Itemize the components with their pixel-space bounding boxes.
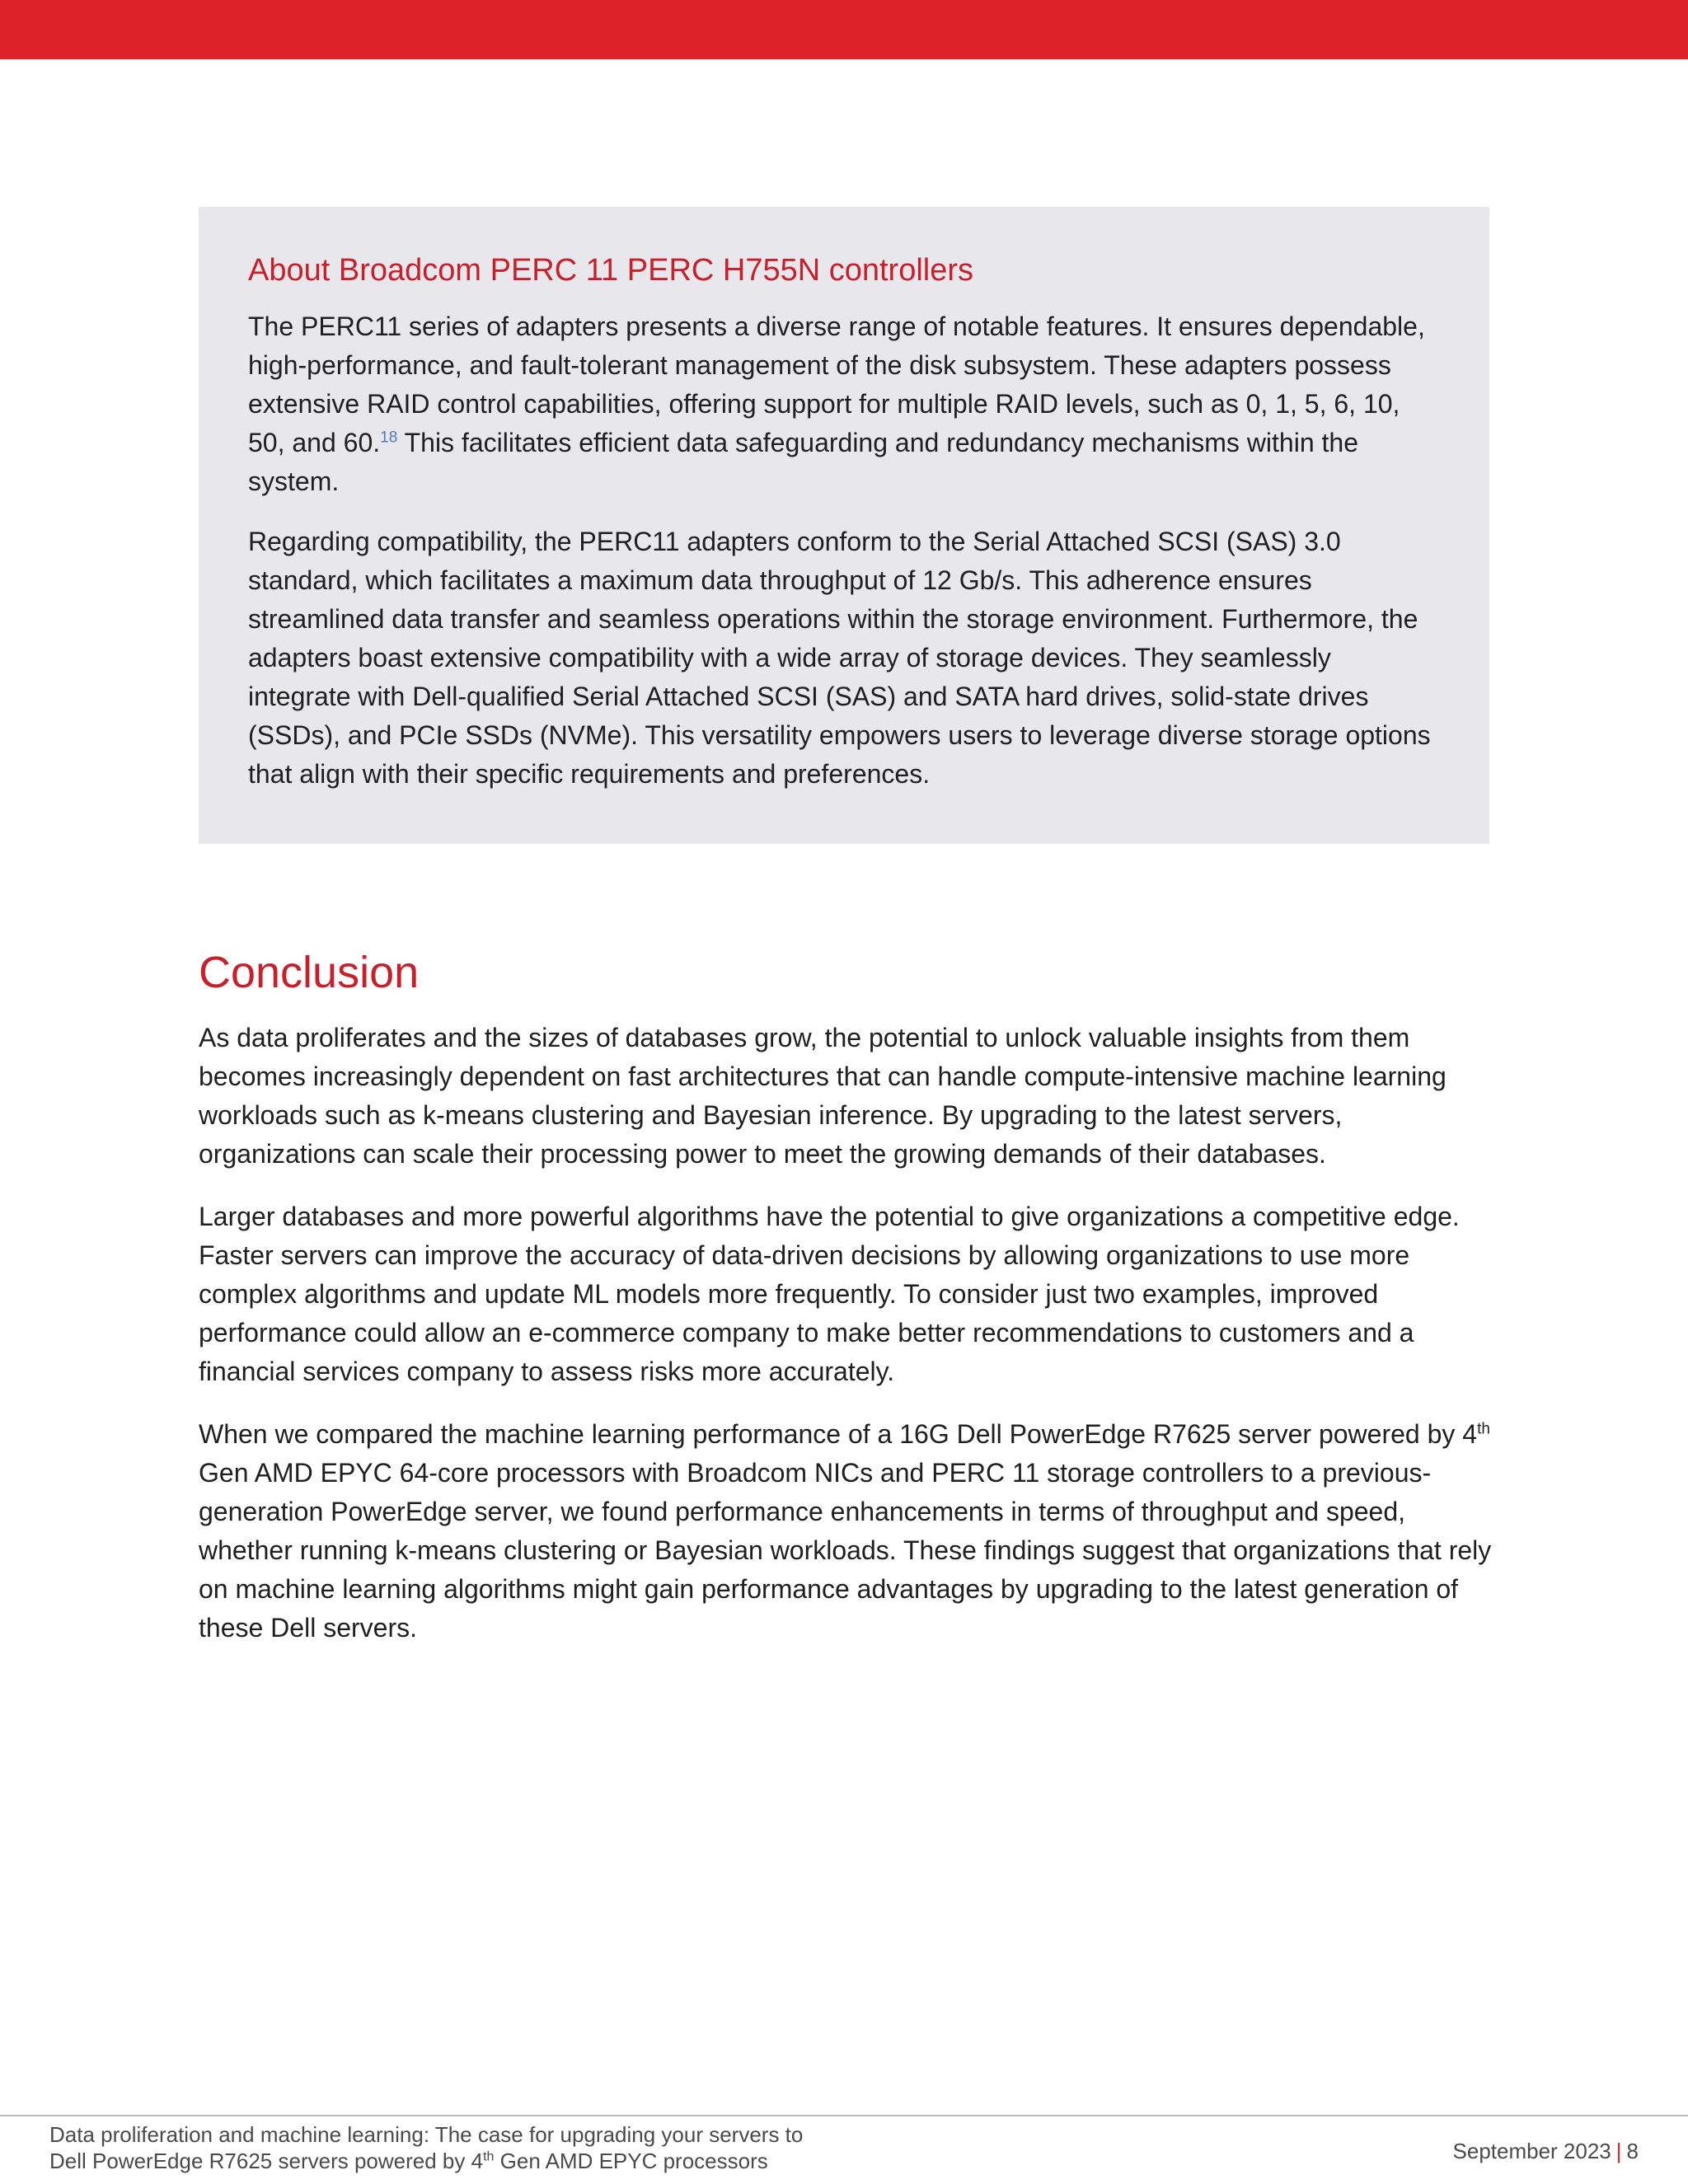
footer-document-title — [49, 2121, 803, 2174]
sidebar-paragraph-1-text: The PERC11 series of adapters presents a diverse range of notable features. It ensures dependable, high-performance, and fault-tolerant management of the disk subsystem. These adapters possess extensive RAID control capabilities, offering support for multiple RAID levels, such as 0, 1, 5, 6, 10, 50, and 60. — [248, 312, 1425, 457]
page-number: 8 — [1626, 2139, 1639, 2163]
top-accent-bar — [0, 0, 1688, 59]
conclusion-paragraph-3-start: When we compared the machine learning performance of a 16G Dell PowerEdge R7625 server powered by 4 — [199, 1419, 1478, 1449]
footer-date: September 2023 — [1452, 2139, 1611, 2163]
footer-title-line-1: Data proliferation and machine learning: The case for upgrading your servers to — [49, 2122, 804, 2147]
sidebar-paragraph-2: Regarding compatibility, the PERC11 adapters conform to the Serial Attached SCSI (SAS) 3.0 standard, which facilitates a maximum data throughput of 12 Gb/s. This adherence ensures streamlined data transfer and seamless operations within the storage environment. Furthermore, the adapters boast extensive compatibility with a wide array of storage devices. They seamlessly integrate with Dell-qualified Serial Attached SCSI (SAS) and SATA hard drives, solid-state drives (SSDs), and PCIe SSDs (NVMe). This versatility empowers users to leverage diverse storage options that align with their specific requirements and preferences. — [248, 527, 1431, 789]
conclusion-section — [199, 940, 1501, 1671]
footer-separator: | — [1615, 2139, 1622, 2163]
sidebar-paragraph-1-tail: This facilitates efficient data safeguarding and redundancy mechanisms within the system. — [248, 428, 1358, 496]
conclusion-paragraph-3 — [199, 1415, 1501, 1647]
footer-title-line-2: Dell PowerEdge R7625 servers powered by 4th Gen AMD EPYC processors — [49, 2149, 768, 2173]
ordinal-suffix: th — [1477, 1420, 1490, 1438]
sidebar-title: About Broadcom PERC 11 PERC H755N controllers — [248, 253, 974, 288]
sidebar-paragraph-1 — [248, 307, 1440, 501]
sidebar-box — [199, 207, 1489, 844]
footer-divider — [0, 2115, 1688, 2116]
conclusion-paragraph-2: Larger databases and more powerful algorithms have the potential to give organizations a competitive edge. Faster servers can improve the accuracy of data-driven decisions by allowing organizations to use more complex algorithms and update ML models more frequently. To consider just two examples, improved performance could allow an e-commerce company to make better recommendations to customers and a financial services company to assess risks more accurately. — [199, 1202, 1460, 1386]
conclusion-paragraph-1: As data proliferates and the sizes of databases grow, the potential to unlock valuable insights from them becomes increasingly dependent on fast architectures that can handle compute-intensive machine learning workloads such as k-means clustering and Bayesian inference. By upgrading to the latest servers, organizations can scale their processing power to meet the growing demands of their databases. — [199, 1023, 1447, 1169]
footer-ordinal-suffix: th — [483, 2149, 495, 2164]
footer-page-info — [1453, 2138, 1639, 2164]
footnote-ref-18[interactable]: 18 — [380, 429, 398, 447]
conclusion-paragraph-3-rest: Gen AMD EPYC 64-core processors with Broadcom NICs and PERC 11 storage controllers to a previous-generation PowerEdge server, we found performance enhancements in terms of throughput and speed, whether running k-means clustering or Bayesian workloads. These findings suggest that organizations that rely on machine learning algorithms might gain performance advantages by upgrading to the latest generation of these Dell servers. — [199, 1458, 1492, 1643]
conclusion-heading: Conclusion — [199, 948, 420, 997]
